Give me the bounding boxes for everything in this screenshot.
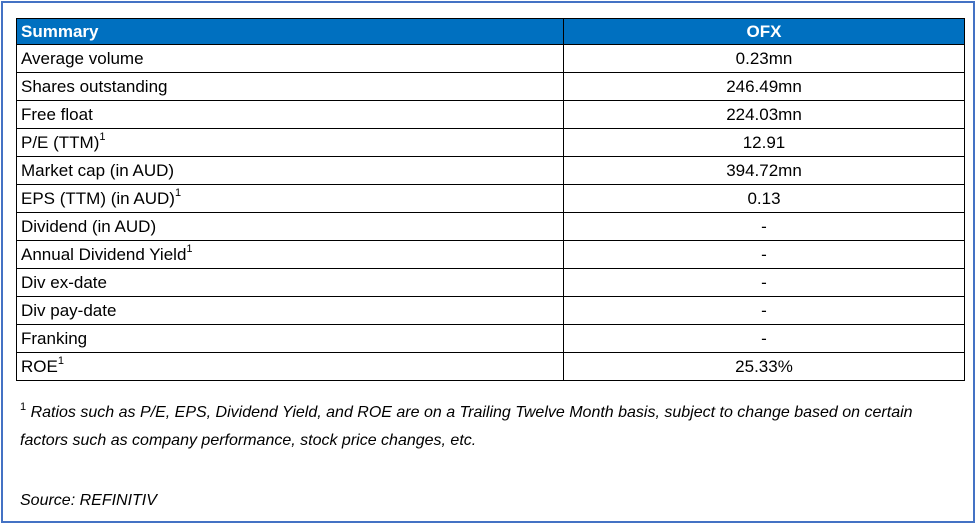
row-value: 394.72mn bbox=[564, 157, 965, 185]
table-row bbox=[17, 213, 965, 241]
row-label-text: Free float bbox=[21, 105, 93, 124]
row-label-text: Dividend (in AUD) bbox=[21, 217, 157, 236]
row-value: - bbox=[564, 325, 965, 353]
row-label bbox=[17, 101, 564, 129]
row-value: - bbox=[564, 297, 965, 325]
row-label-text: EPS (TTM) (in AUD) bbox=[21, 189, 175, 208]
row-label bbox=[17, 73, 564, 101]
source-note: Source: REFINITIV bbox=[20, 492, 157, 509]
row-value: 224.03mn bbox=[564, 101, 965, 129]
row-label-text: Market cap (in AUD) bbox=[21, 161, 175, 180]
table-header-row bbox=[17, 19, 965, 45]
footnote-text: Ratios such as P/E, EPS, Dividend Yield, and ROE are on a Trailing Twelve Month basis, subject to change based on certain factors such as company performance, stock price changes, etc. bbox=[20, 404, 913, 449]
row-label-text: P/E (TTM) bbox=[21, 133, 100, 152]
row-value: 246.49mn bbox=[564, 73, 965, 101]
table-row bbox=[17, 185, 965, 213]
row-label bbox=[17, 129, 564, 157]
table-row bbox=[17, 101, 965, 129]
table-row bbox=[17, 325, 965, 353]
table-row bbox=[17, 269, 965, 297]
footnote-ref: 1 bbox=[99, 131, 106, 144]
row-value: - bbox=[564, 269, 965, 297]
table-row bbox=[17, 241, 965, 269]
row-label-text: Div ex-date bbox=[21, 273, 107, 292]
table-body bbox=[17, 45, 965, 381]
row-value: 12.91 bbox=[564, 129, 965, 157]
table-row bbox=[17, 157, 965, 185]
footnote-marker: 1 bbox=[20, 400, 27, 413]
row-label-text: Annual Dividend Yield bbox=[21, 245, 187, 264]
row-label-text: Shares outstanding bbox=[21, 77, 168, 96]
summary-table bbox=[16, 18, 965, 381]
row-label-text: Franking bbox=[21, 329, 88, 348]
row-label-text: Div pay-date bbox=[21, 301, 117, 320]
row-label bbox=[17, 297, 564, 325]
row-value: 25.33% bbox=[564, 353, 965, 381]
header-summary: Summary bbox=[17, 19, 564, 45]
row-label bbox=[17, 213, 564, 241]
row-value: 0.13 bbox=[564, 185, 965, 213]
row-label bbox=[17, 269, 564, 297]
row-label-text: ROE bbox=[21, 357, 58, 376]
table-row bbox=[17, 353, 965, 381]
table-row bbox=[17, 45, 965, 73]
footnote-ref: 1 bbox=[57, 355, 64, 368]
summary-frame bbox=[1, 1, 975, 523]
row-label bbox=[17, 325, 564, 353]
row-label bbox=[17, 185, 564, 213]
row-label bbox=[17, 353, 564, 381]
table-row bbox=[17, 129, 965, 157]
row-label-text: Average volume bbox=[21, 49, 144, 68]
header-ticker: OFX bbox=[564, 19, 965, 45]
footnote-ref: 1 bbox=[186, 243, 193, 256]
table-row bbox=[17, 297, 965, 325]
row-label bbox=[17, 157, 564, 185]
footnote-ref: 1 bbox=[174, 187, 182, 200]
footnote bbox=[20, 399, 950, 455]
row-value: - bbox=[564, 213, 965, 241]
row-value: - bbox=[564, 241, 965, 269]
row-value: 0.23mn bbox=[564, 45, 965, 73]
table-row bbox=[17, 73, 965, 101]
row-label bbox=[17, 45, 564, 73]
row-label bbox=[17, 241, 564, 269]
